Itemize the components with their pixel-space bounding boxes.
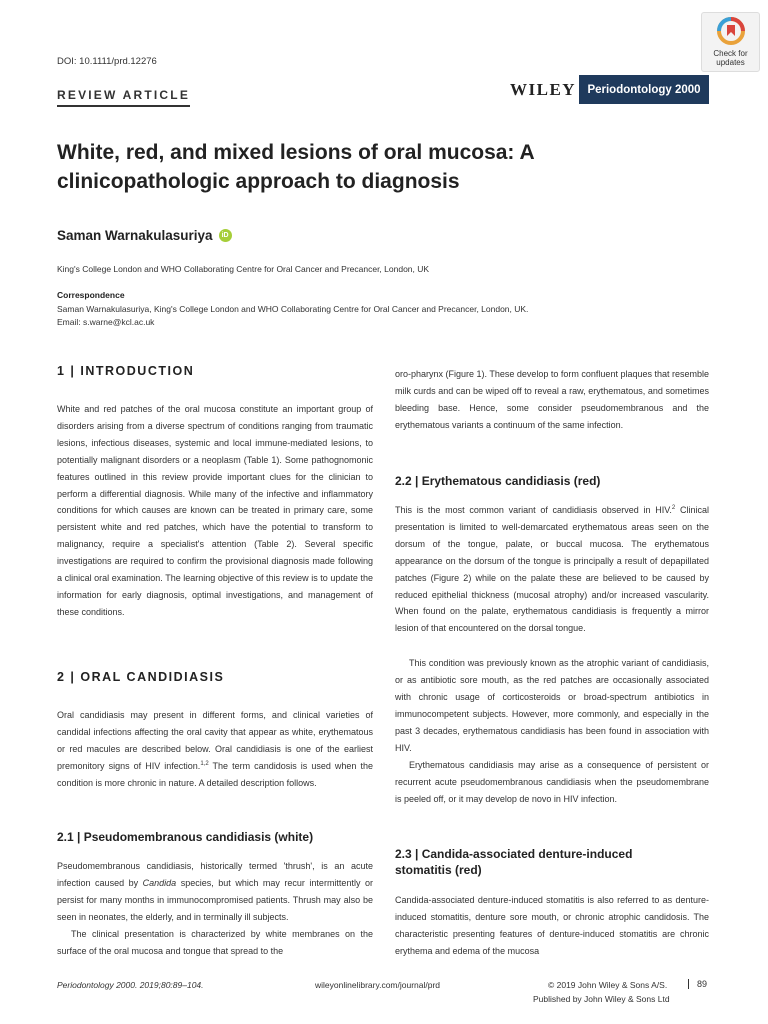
pseudomembranous-continuation: oro-pharynx (Figure 1). These develop to form confluent plaques that resemble milk curds and can be wiped off to reveal a raw, erythematous, and sometimes bleeding base. Hence, some consider pseudomembranous and the erythematous variants a continuum of the same infection. xyxy=(395,369,710,430)
pseudomembranous-paragraph-2: The clinical presentation is characterized by white membranes on the surface of the oral mucosa and tongue that spread to the xyxy=(57,929,373,956)
check-updates-line1: Check for xyxy=(713,49,748,58)
check-for-updates-button[interactable] xyxy=(701,12,760,72)
published-by: Published by John Wiley & Sons Ltd xyxy=(533,994,670,1004)
erythematous-paragraph-1: This is the most common variant of candidiasis observed in HIV.$^2$ Clinical presentation is limited to well-demarcated erythematous areas seen on the dorsum of the tongue, palate, or buccal mucosa. The erythematous appearance on the dorsum of the tongue is principally a result of depapillated patches (Figure 2) while on the palate these are believed to be caused by reduced epithelial thickness (mucosal atrophy) and/or increased vascularity. When found on the palate, erythematous candidiasis is frequently a mirror lesion of that encountered on the dorsal tongue. xyxy=(395,505,709,634)
journal-badge[interactable]: Periodontology 2000 xyxy=(579,75,709,104)
correspondence-details xyxy=(57,303,528,329)
section-2-1-heading: 2.1 | Pseudomembranous candidiasis (white) xyxy=(57,830,314,844)
section-2-heading: 2 | ORAL CANDIDIASIS xyxy=(57,670,225,684)
citation: Periodontology 2000. 2019;80:89–104. xyxy=(57,980,204,990)
section-2-2-heading: 2.2 | Erythematous candidiasis (red) xyxy=(395,474,601,488)
pseudomembranous-paragraph-1: Pseudomembranous candidiasis, historically termed 'thrush', is an acute infection caused by Candida species, but which may recur intermittently or persist for many months in immunocompromised patients. Thrush may also be seen in neonates, the elderly, and in terminally ill subjects. xyxy=(57,861,373,922)
candidiasis-paragraph: Oral candidiasis may present in different forms, and clinical varieties of candidal infections affecting the oral cavity that appear as white, erythematous or red macules are described below. Oral candidiasis is one of the earliest premonitory signs of HIV infection.$^{1,2}$ The term candidosis is used when the condition is more chronic in nature. A detailed description follows. xyxy=(57,710,374,788)
page-number: 89 xyxy=(688,979,707,989)
orcid-icon[interactable]: iD xyxy=(219,229,232,242)
publisher-logo: WILEY xyxy=(510,80,577,99)
check-updates-line2: updates xyxy=(716,57,745,67)
erythematous-paragraph-3: Erythematous candidiasis may arise as a consequence of persistent or recurrent acute pseudomembranous candidiasis when the pseudomembrane is peeled off, or it may develop de novo in HIV infection. xyxy=(395,760,709,804)
check-updates-icon xyxy=(717,17,745,45)
doi: DOI: 10.1111/prd.12276 xyxy=(57,56,157,67)
correspondence-address: Saman Warnakulasuriya, King's College London and WHO Collaborating Centre for Oral Cancer and Precancer, London, UK. xyxy=(57,304,529,314)
section-2-3-heading: 2.3 | Candida-associated denture-induced stomatitis (red) xyxy=(395,847,633,877)
correspondence-heading: Correspondence xyxy=(57,290,125,300)
section-1-heading: 1 | INTRODUCTION xyxy=(57,364,195,378)
copyright: © 2019 John Wiley & Sons A/S. xyxy=(548,980,668,990)
article-title: White, red, and mixed lesions of oral mucosa: A clinicopathologic approach to diagnosis xyxy=(57,141,534,193)
author-name: Saman Warnakulasuriya xyxy=(57,228,213,243)
article-type-label: REVIEW ARTICLE xyxy=(57,88,190,107)
introduction-paragraph: White and red patches of the oral mucosa constitute an important group of disorders arising from a diverse spectrum of conditions ranging from traumatic lesions, infectious diseases, systemic and local immune-mediated lesions, to potentially malignant disorders or a neoplasm (Table 1). Some pathognomonic features outlined in this review provide important clues for the clinician to perform a differential diagnosis. While many of the infective and inflammatory conditions for which causes are known can be treated in primary care, some persistent white and red patches, which have the potential to transform to malignancy, require a specialist's attention (Table 2). Several specific investigations are required to confirm the provisional diagnosis made following a clinical oral examination. The learning objective of this review is to update the information for early diagnosis, optimal investigations, and management of these conditions. xyxy=(57,404,373,617)
erythematous-paragraph-2: This condition was previously known as the atrophic variant of candidiasis, or as antibiotic sore mouth, as the red patches are occasionally associated with chronic usage of corticosteroids or broad-spectrum antibiotics in immunocompetent subjects. However, more commonly, and especially in the past 3 decades, erythematous candidiasis has been found in association with HIV. xyxy=(395,658,709,753)
author xyxy=(57,228,232,243)
affiliation: King's College London and WHO Collaborating Centre for Oral Cancer and Precancer, London, UK xyxy=(57,264,430,274)
denture-stomatitis-paragraph: Candida-associated denture-induced stomatitis is also referred to as denture-induced stomatitis, denture sore mouth, or chronic atrophic candidosis. The characteristic presenting features of denture-induced stomatitis are chronic erythema and edema of the mucosa xyxy=(395,895,709,956)
journal-url-link[interactable]: wileyonlinelibrary.com/journal/prd xyxy=(315,980,441,990)
correspondence-email: Email: s.warne@kcl.ac.uk xyxy=(57,317,155,327)
